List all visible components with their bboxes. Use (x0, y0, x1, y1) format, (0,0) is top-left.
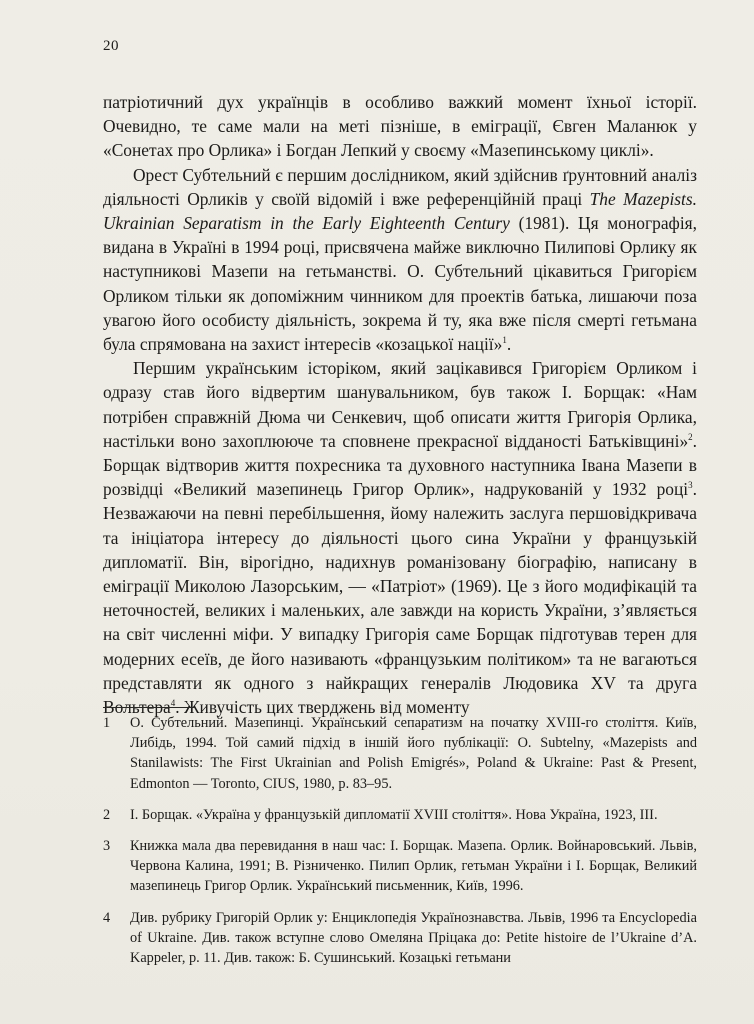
paragraph-2 (103, 163, 697, 357)
paragraph-1 (103, 90, 697, 163)
footnote-number: 4 (103, 909, 111, 926)
paragraph-3-text-b: . Борщак відтворив життя похресника та духовного наступника Івана Мазепи в розвідці «Великий мазепинець Григор Орлик», надрукованій у 1932 році (103, 430, 697, 500)
page-number: 20 (103, 38, 119, 54)
paragraph-3-text-c: . Незважаючи на певні перебільшення, йому належить заслуга першовідкривача та ініціатора інтересу до діяльності цього сина України у французькій дипломатії. Він, вірогідно, надихнув романізовану біографію, написану в еміграції Миколою Лазорським, — «Патріот» (1969). Це з його модифікацій та неточностей, великих і маленьких, але завжди на користь України, з’являється на світ численні міфи. У випадку Григорія саме Борщак підготував терен для модерних есеїв, де його називають «французьким політиком» та не вагаються представляти як одного з найкращих генералів Людовика XV та друга Вольтера (103, 479, 697, 718)
footnote-text: Див. рубрику Григорій Орлик у: Енциклопедія Українознавства. Львів, 1996 та Encyclopedia of Ukraine. Див. також вступне слово Омеляна Пріцака до: Petite histoire de l’Ukraine d’A. Kappeler, p. 11. Див. також: Б. Сушинський. Козацькі гетьмани (130, 909, 697, 967)
footnote-text: О. Субтельний. Мазепинці. Український сепаратизм на початку XVIII-го століття. Київ, Либідь, 1994. Той самий підхід в іншій його публікації: O. Subtelny, «Mazepists and Stanilawists: The First Ukrainian and Polish Emigrés», Poland & Ukraine: Past & Present, Edmonton — Toronto, CIUS, 1980, p. 83–95. (130, 715, 697, 792)
main-text (103, 90, 697, 719)
footnote (103, 908, 697, 969)
paragraph-3-text-d: . Живучість цих тверджень від моменту (175, 697, 470, 718)
book-title: The Mazepists. Ukrainian Separatism in the Early Eighteenth Century (103, 188, 697, 234)
paragraph-2-text-b: (1981). Ця монографія, видана в Україні в 1994 році, присвячена майже виключно Пилипові Орлику як наступникові Мазепи на гетьманстві. О. Субтельний цікавиться Григорієм Орликом тільки як допоміжним чинником для проектів батька, лишаючи поза увагою його особисту діяльність, зокрема й ту, яка вже після смерті гетьмана була спрямована на захист інтересів «козацької нації» (103, 213, 697, 355)
footnote (103, 713, 697, 794)
paragraph-3-text-a: Першим українським історіком, який зацікавився Григорієм Орликом і одразу став його відвертим шанувальником, був також І. Борщак: «Нам потрібен справжній Дюма чи Сенкевич, щоб описати життя Григорія Орлика, настільки воно захоплююче та сповнене прекрасної відданості Батьківщині» (103, 358, 697, 451)
footnotes (103, 713, 697, 979)
paragraph-2-text-c: . (506, 334, 512, 355)
footnote-text: І. Борщак. «Україна у французькій дипломатії XVIII століття». Нова Україна, 1923, III. (130, 806, 658, 823)
footnote-ref-1[interactable]: 1 (502, 335, 507, 346)
paragraph-1-text: патріотичний дух українців в особливо важкий момент їхньої історії. Очевидно, те саме мали на меті пізніше, в еміграції, Євген Маланюк у «Сонетах про Орлика» і Богдан Лепкий у своєму «Мазепинському циклі». (103, 92, 697, 161)
footnote-number: 3 (103, 838, 111, 855)
footnote (103, 836, 697, 897)
footnote-number: 1 (103, 715, 111, 731)
footnote-number: 2 (103, 806, 111, 823)
footnote-ref-2[interactable]: 2 (688, 432, 693, 443)
footnote-text: Книжка мала два перевидання в наш час: І. Борщак. Мазепа. Орлик. Войнаровський. Львів, Червона Калина, 1991; В. Різниченко. Пилип Орлик, гетьман України і І. Борщак, Великий мазепинець Григор Орлик. Український письменник, Київ, 1996. (130, 838, 697, 895)
footnote (103, 805, 697, 825)
paragraph-2-text-a: Орест Субтельний є першим дослідником, який здійснив ґрунтовний аналіз діяльності Орликів у своїй відомій і вже референційній праці (103, 164, 697, 209)
footnote-divider (103, 707, 195, 708)
paragraph-3 (103, 356, 697, 719)
footnote-ref-4[interactable]: 4 (170, 698, 176, 709)
footnote-ref-3[interactable]: 3 (688, 480, 693, 491)
